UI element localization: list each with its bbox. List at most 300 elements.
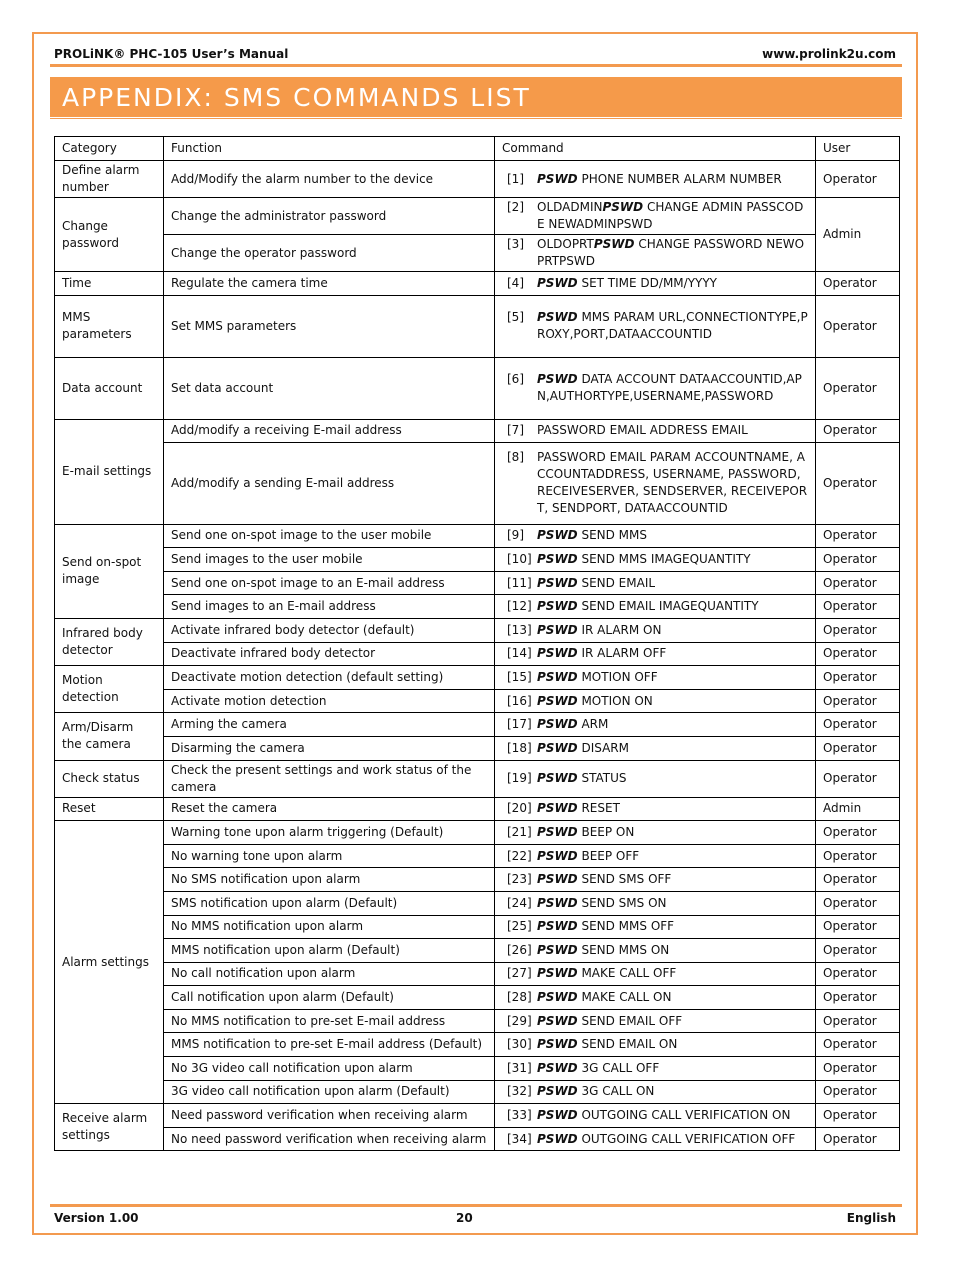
pswd-keyword: PSWD xyxy=(537,824,578,839)
command-number: [3] xyxy=(507,237,524,251)
command-prefix: PASSWORD EMAIL PARAM ACCOUNTNAME, ACCOUNTADDRESS, USERNAME, PASSWORD, RECEIVESERVER, SENDSERVER, RECEIVEPORT, SENDPORT, DATAACCOUNTID xyxy=(537,450,808,516)
command-args: SEND MMS IMAGEQUANTITY xyxy=(577,551,751,566)
function-cell: SMS notification upon alarm (Default) xyxy=(164,891,495,915)
table-row xyxy=(55,548,900,572)
command-number: [19] xyxy=(507,771,532,786)
command-cell xyxy=(495,272,816,296)
command-args: SEND EMAIL IMAGEQUANTITY xyxy=(577,599,759,614)
function-cell: No 3G video call notification upon alarm xyxy=(164,1057,495,1081)
function-cell: Send images to the user mobile xyxy=(164,548,495,572)
category-cell: Define alarm number xyxy=(55,161,164,198)
command-text xyxy=(537,824,808,841)
function-cell: Call notification upon alarm (Default) xyxy=(164,986,495,1010)
table-row xyxy=(55,736,900,760)
command-text xyxy=(537,527,808,544)
user-cell: Operator xyxy=(816,442,900,524)
table-row xyxy=(55,844,900,868)
table-row xyxy=(55,760,900,797)
user-cell: Operator xyxy=(816,161,900,198)
pswd-keyword: PSWD xyxy=(537,1013,578,1028)
command-args: DATA ACCOUNT DATAACCOUNTID,APN,AUTHORTYPE,USERNAME,PASSWORD xyxy=(537,372,802,404)
category-cell: Arm/Disarm the camera xyxy=(55,713,164,760)
command-number: [28] xyxy=(507,990,532,1005)
command-text xyxy=(537,645,808,662)
function-cell: No MMS notification upon alarm xyxy=(164,915,495,939)
table-row xyxy=(55,524,900,548)
command-text xyxy=(537,918,808,935)
command-text xyxy=(537,989,808,1006)
column-header-command: Command xyxy=(495,137,816,161)
command-number: [25] xyxy=(507,919,532,934)
command-cell xyxy=(495,962,816,986)
pswd-keyword: PSWD xyxy=(537,740,578,755)
function-cell: Deactivate infrared body detector xyxy=(164,642,495,666)
function-cell: No warning tone upon alarm xyxy=(164,844,495,868)
function-cell: Send one on-spot image to the user mobile xyxy=(164,524,495,548)
pswd-keyword: PSWD xyxy=(593,237,635,251)
pswd-keyword: PSWD xyxy=(537,848,578,863)
command-args: SEND SMS OFF xyxy=(577,872,672,887)
user-cell: Operator xyxy=(816,1057,900,1081)
category-cell: Change password xyxy=(55,198,164,272)
command-text xyxy=(537,871,808,888)
command-args: STATUS xyxy=(577,771,627,786)
section-title: APPENDIX: SMS COMMANDS LIST xyxy=(62,83,531,112)
table-row xyxy=(55,618,900,642)
command-args: MAKE CALL OFF xyxy=(577,966,677,981)
user-cell: Operator xyxy=(816,571,900,595)
table-row xyxy=(55,915,900,939)
pswd-keyword: PSWD xyxy=(537,895,578,910)
command-cell xyxy=(495,868,816,892)
command-cell xyxy=(495,571,816,595)
command-number: [14] xyxy=(507,646,532,661)
function-cell: Set data account xyxy=(164,357,495,419)
command-args: IR ALARM ON xyxy=(577,622,662,637)
function-cell: Add/Modify the alarm number to the device xyxy=(164,161,495,198)
pswd-keyword: PSWD xyxy=(537,551,578,566)
pswd-keyword: PSWD xyxy=(537,771,578,786)
table-row xyxy=(55,986,900,1010)
pswd-keyword: PSWD xyxy=(537,171,578,186)
command-cell xyxy=(495,939,816,963)
user-cell: Operator xyxy=(816,891,900,915)
command-cell xyxy=(495,1033,816,1057)
user-cell: Operator xyxy=(816,419,900,442)
command-number: [24] xyxy=(507,895,532,910)
command-args: MOTION ON xyxy=(577,693,653,708)
command-number: [30] xyxy=(507,1037,532,1052)
function-cell: 3G video call notification upon alarm (Default) xyxy=(164,1080,495,1104)
command-number: [4] xyxy=(507,275,524,290)
command-cell xyxy=(495,161,816,198)
category-cell: E-mail settings xyxy=(55,419,164,524)
table-row xyxy=(55,595,900,619)
command-text xyxy=(537,942,808,959)
command-args: SEND EMAIL OFF xyxy=(577,1013,683,1028)
command-args: MOTION OFF xyxy=(577,669,658,684)
command-number: [23] xyxy=(507,872,532,887)
user-cell: Operator xyxy=(816,666,900,690)
table-row xyxy=(55,357,900,419)
command-number: [31] xyxy=(507,1060,532,1075)
command-number: [13] xyxy=(507,622,532,637)
command-prefix: OLDADMIN xyxy=(537,200,603,214)
pswd-keyword: PSWD xyxy=(537,717,578,732)
command-text xyxy=(537,575,808,592)
function-cell: Add/modify a receiving E-mail address xyxy=(164,419,495,442)
command-number: [12] xyxy=(507,599,532,614)
function-cell: Regulate the camera time xyxy=(164,272,495,296)
command-args: SEND EMAIL xyxy=(577,575,656,590)
command-number: [11] xyxy=(507,575,532,590)
table-row xyxy=(55,891,900,915)
command-number: [1] xyxy=(507,171,524,186)
user-cell: Operator xyxy=(816,868,900,892)
command-cell xyxy=(495,295,816,357)
category-cell: Motion detection xyxy=(55,666,164,713)
command-number: [26] xyxy=(507,942,532,957)
pswd-keyword: PSWD xyxy=(537,1084,578,1099)
command-cell xyxy=(495,595,816,619)
banner-underline xyxy=(50,118,902,119)
table-row xyxy=(55,571,900,595)
pswd-keyword: PSWD xyxy=(537,575,578,590)
table-row xyxy=(55,939,900,963)
command-args: BEEP OFF xyxy=(577,848,640,863)
function-cell: MMS notification upon alarm (Default) xyxy=(164,939,495,963)
command-number: [16] xyxy=(507,693,532,708)
command-cell xyxy=(495,618,816,642)
command-text xyxy=(537,199,808,233)
command-cell xyxy=(495,642,816,666)
category-cell: Infrared body detector xyxy=(55,618,164,665)
user-cell: Operator xyxy=(816,689,900,713)
footer-rule xyxy=(50,1204,902,1207)
command-args: SEND SMS ON xyxy=(577,895,667,910)
category-cell: Reset xyxy=(55,797,164,821)
command-text xyxy=(537,622,808,639)
command-number: [2] xyxy=(507,200,524,214)
command-number: [27] xyxy=(507,966,532,981)
command-text xyxy=(537,770,808,787)
website-link[interactable]: www.prolink2u.com xyxy=(762,47,896,61)
function-cell: Need password verification when receiving alarm xyxy=(164,1104,495,1128)
table-row xyxy=(55,666,900,690)
command-args: MMS PARAM URL,CONNECTIONTYPE,PROXY,PORT,DATAACCOUNTID xyxy=(537,310,808,342)
function-cell: Deactivate motion detection (default setting) xyxy=(164,666,495,690)
command-prefix: PASSWORD EMAIL ADDRESS EMAIL xyxy=(537,423,748,438)
function-cell: Send one on-spot image to an E-mail address xyxy=(164,571,495,595)
command-args: PHONE NUMBER ALARM NUMBER xyxy=(577,171,782,186)
command-args: SEND MMS OFF xyxy=(577,919,675,934)
header-rule xyxy=(50,64,902,67)
pswd-keyword: PSWD xyxy=(602,200,644,214)
function-cell: No MMS notification to pre-set E-mail address xyxy=(164,1009,495,1033)
command-args: IR ALARM OFF xyxy=(577,646,667,661)
pswd-keyword: PSWD xyxy=(537,622,578,637)
user-cell: Operator xyxy=(816,844,900,868)
command-number: [17] xyxy=(507,717,532,732)
category-cell: Receive alarm settings xyxy=(55,1104,164,1151)
pswd-keyword: PSWD xyxy=(537,693,578,708)
user-cell: Operator xyxy=(816,962,900,986)
command-text xyxy=(537,1036,808,1053)
function-cell: Send images to an E-mail address xyxy=(164,595,495,619)
command-cell xyxy=(495,797,816,821)
command-text xyxy=(537,371,808,405)
pswd-keyword: PSWD xyxy=(537,646,578,661)
pswd-keyword: PSWD xyxy=(537,942,578,957)
command-args: SEND MMS xyxy=(577,528,648,543)
table-body xyxy=(55,161,900,1151)
command-text xyxy=(537,740,808,757)
command-text xyxy=(537,669,808,686)
command-cell xyxy=(495,1009,816,1033)
command-text xyxy=(537,1107,808,1124)
command-cell xyxy=(495,1057,816,1081)
user-cell: Operator xyxy=(816,939,900,963)
command-args: CHANGE ADMIN PASSCODE NEWADMINPSWD xyxy=(537,200,804,231)
pswd-keyword: PSWD xyxy=(537,599,578,614)
command-number: [7] xyxy=(507,423,524,438)
command-args: 3G CALL OFF xyxy=(577,1060,660,1075)
user-cell: Operator xyxy=(816,821,900,845)
command-number: [32] xyxy=(507,1084,532,1099)
command-number: [29] xyxy=(507,1013,532,1028)
section-banner xyxy=(50,77,902,117)
user-cell: Operator xyxy=(816,595,900,619)
command-cell xyxy=(495,986,816,1010)
command-cell xyxy=(495,357,816,419)
command-cell xyxy=(495,891,816,915)
command-number: [33] xyxy=(507,1108,532,1123)
table-row xyxy=(55,642,900,666)
category-cell: Alarm settings xyxy=(55,821,164,1104)
function-cell: Warning tone upon alarm triggering (Default) xyxy=(164,821,495,845)
function-cell: No SMS notification upon alarm xyxy=(164,868,495,892)
command-text xyxy=(537,965,808,982)
command-text xyxy=(537,449,808,517)
function-cell: No need password verification when receiving alarm xyxy=(164,1127,495,1151)
function-cell: Activate motion detection xyxy=(164,689,495,713)
command-number: [34] xyxy=(507,1131,532,1146)
command-number: [22] xyxy=(507,848,532,863)
user-cell: Operator xyxy=(816,642,900,666)
table-row xyxy=(55,1127,900,1151)
pswd-keyword: PSWD xyxy=(537,372,578,387)
command-number: [10] xyxy=(507,551,532,566)
user-cell: Operator xyxy=(816,915,900,939)
pswd-keyword: PSWD xyxy=(537,1037,578,1052)
command-number: [18] xyxy=(507,740,532,755)
pswd-keyword: PSWD xyxy=(537,1108,578,1123)
command-args: DISARM xyxy=(577,740,629,755)
command-args: OUTGOING CALL VERIFICATION ON xyxy=(577,1108,791,1123)
pswd-keyword: PSWD xyxy=(537,669,578,684)
command-text xyxy=(537,309,808,343)
user-cell: Operator xyxy=(816,1080,900,1104)
pswd-keyword: PSWD xyxy=(537,872,578,887)
table-row xyxy=(55,442,900,524)
command-text xyxy=(537,848,808,865)
table-row xyxy=(55,689,900,713)
pswd-keyword: PSWD xyxy=(537,310,578,325)
command-number: [5] xyxy=(507,310,524,325)
user-cell: Operator xyxy=(816,1104,900,1128)
command-cell xyxy=(495,548,816,572)
function-cell: MMS notification to pre-set E-mail address (Default) xyxy=(164,1033,495,1057)
command-cell xyxy=(495,760,816,797)
category-cell: Check status xyxy=(55,760,164,797)
command-text xyxy=(537,1013,808,1030)
function-cell: Change the operator password xyxy=(164,235,495,272)
command-args: SEND MMS ON xyxy=(577,942,670,957)
command-cell xyxy=(495,419,816,442)
command-text xyxy=(537,275,808,292)
table-row xyxy=(55,1057,900,1081)
user-cell: Operator xyxy=(816,736,900,760)
function-cell: Reset the camera xyxy=(164,797,495,821)
command-text xyxy=(537,598,808,615)
command-number: [20] xyxy=(507,801,532,816)
pswd-keyword: PSWD xyxy=(537,990,578,1005)
command-number: [15] xyxy=(507,669,532,684)
command-text xyxy=(537,716,808,733)
category-cell: Time xyxy=(55,272,164,296)
command-number: [9] xyxy=(507,528,524,543)
command-cell xyxy=(495,524,816,548)
command-args: SET TIME DD/MM/YYYY xyxy=(577,275,718,290)
command-args: 3G CALL ON xyxy=(577,1084,655,1099)
table-row xyxy=(55,198,900,235)
manual-title: PROLiNK® PHC-105 User’s Manual xyxy=(54,47,289,61)
user-cell: Operator xyxy=(816,1127,900,1151)
command-cell xyxy=(495,442,816,524)
command-args: SEND EMAIL ON xyxy=(577,1037,678,1052)
table-row xyxy=(55,1080,900,1104)
command-cell xyxy=(495,1127,816,1151)
category-cell: MMS parameters xyxy=(55,295,164,357)
function-cell: Change the administrator password xyxy=(164,198,495,235)
command-text xyxy=(537,236,808,270)
table-row xyxy=(55,272,900,296)
command-cell xyxy=(495,235,816,272)
command-args: ARM xyxy=(577,717,609,732)
table-row xyxy=(55,962,900,986)
function-cell: No call notification upon alarm xyxy=(164,962,495,986)
command-cell xyxy=(495,915,816,939)
command-cell xyxy=(495,713,816,737)
command-cell xyxy=(495,1104,816,1128)
command-args: OUTGOING CALL VERIFICATION OFF xyxy=(577,1131,796,1146)
command-cell xyxy=(495,198,816,235)
table-row xyxy=(55,419,900,442)
table-row xyxy=(55,1033,900,1057)
user-cell: Operator xyxy=(816,295,900,357)
user-cell: Admin xyxy=(816,198,900,272)
function-cell: Activate infrared body detector (default) xyxy=(164,618,495,642)
column-header-function: Function xyxy=(164,137,495,161)
command-number: [6] xyxy=(507,372,524,387)
pswd-keyword: PSWD xyxy=(537,275,578,290)
command-number: [21] xyxy=(507,824,532,839)
category-cell: Send on-spot image xyxy=(55,524,164,618)
command-text xyxy=(537,800,808,817)
table-row xyxy=(55,821,900,845)
command-args: BEEP ON xyxy=(577,824,635,839)
function-cell: Check the present settings and work status of the camera xyxy=(164,760,495,797)
user-cell: Operator xyxy=(816,618,900,642)
table-header-row xyxy=(55,137,900,161)
command-args: RESET xyxy=(577,801,620,816)
user-cell: Operator xyxy=(816,760,900,797)
table-row xyxy=(55,797,900,821)
command-args: MAKE CALL ON xyxy=(577,990,672,1005)
table-row xyxy=(55,868,900,892)
pswd-keyword: PSWD xyxy=(537,1131,578,1146)
user-cell: Operator xyxy=(816,1009,900,1033)
command-cell xyxy=(495,821,816,845)
user-cell: Operator xyxy=(816,272,900,296)
command-cell xyxy=(495,689,816,713)
function-cell: Set MMS parameters xyxy=(164,295,495,357)
command-cell xyxy=(495,736,816,760)
table-row xyxy=(55,713,900,737)
function-cell: Disarming the camera xyxy=(164,736,495,760)
column-header-category: Category xyxy=(55,137,164,161)
command-cell xyxy=(495,666,816,690)
command-text xyxy=(537,895,808,912)
pswd-keyword: PSWD xyxy=(537,919,578,934)
table-row xyxy=(55,295,900,357)
page-number: 20 xyxy=(456,1211,473,1225)
user-cell: Operator xyxy=(816,986,900,1010)
pswd-keyword: PSWD xyxy=(537,801,578,816)
command-text xyxy=(537,693,808,710)
command-text xyxy=(537,1083,808,1100)
pswd-keyword: PSWD xyxy=(537,528,578,543)
language-label: English xyxy=(846,1211,896,1225)
command-args: CHANGE PASSWORD NEWOPRTPSWD xyxy=(537,237,805,268)
function-cell: Add/modify a sending E-mail address xyxy=(164,442,495,524)
command-number: [8] xyxy=(507,450,524,465)
table-row xyxy=(55,161,900,198)
table-row xyxy=(55,235,900,272)
user-cell: Operator xyxy=(816,548,900,572)
function-cell: Arming the camera xyxy=(164,713,495,737)
pswd-keyword: PSWD xyxy=(537,1060,578,1075)
pswd-keyword: PSWD xyxy=(537,966,578,981)
command-text xyxy=(537,171,808,188)
command-prefix: OLDOPRT xyxy=(537,237,594,251)
table-row xyxy=(55,1009,900,1033)
user-cell: Operator xyxy=(816,357,900,419)
command-text xyxy=(537,1131,808,1148)
user-cell: Operator xyxy=(816,524,900,548)
command-cell xyxy=(495,1080,816,1104)
user-cell: Operator xyxy=(816,713,900,737)
sms-commands-table xyxy=(54,136,900,1151)
column-header-user: User xyxy=(816,137,900,161)
user-cell: Operator xyxy=(816,1033,900,1057)
user-cell: Admin xyxy=(816,797,900,821)
version-label: Version 1.00 xyxy=(54,1211,139,1225)
command-text xyxy=(537,551,808,568)
sms-commands-table-wrap xyxy=(54,136,899,1151)
command-text xyxy=(537,1060,808,1077)
command-text xyxy=(537,422,808,439)
